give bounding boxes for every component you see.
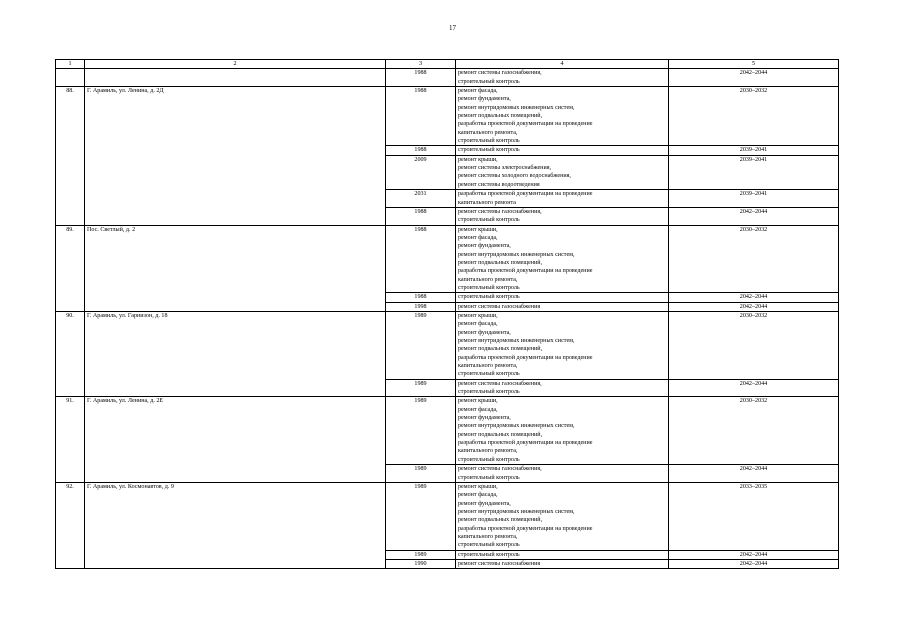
entry-number: 92.: [56, 482, 85, 568]
row-period: 2033–2035: [669, 482, 839, 550]
column-header-4: 4: [456, 60, 669, 69]
row-year: 1988: [386, 146, 456, 155]
work-item: ремонт системы электроснабжения,: [458, 165, 552, 172]
work-item: разработка проектной документации на проведение: [458, 440, 593, 447]
work-item: строительный контроль: [458, 389, 520, 396]
work-item: капитального ремонта: [458, 199, 516, 206]
row-period: 2042–2044: [669, 550, 839, 559]
work-item: ремонт фундамента,: [458, 243, 511, 250]
work-item: ремонт системы газоснабжения: [458, 560, 541, 567]
work-item: строительный контроль: [458, 147, 520, 154]
row-works: [456, 293, 669, 302]
work-item: ремонт подвальных помещений,: [458, 113, 543, 120]
row-year: 1989: [386, 550, 456, 559]
work-item: ремонт внутридомовых инженерных систем,: [458, 508, 575, 515]
work-item: строительный контроль: [458, 284, 520, 291]
work-item: ремонт подвальных помещений,: [458, 346, 543, 353]
work-item: строительный контроль: [458, 138, 520, 145]
table-row: [56, 87, 839, 146]
entry-number: 90.: [56, 311, 85, 396]
work-item: ремонт фасада,: [458, 234, 498, 241]
row-period: 2042–2044: [669, 302, 839, 311]
work-item: капитального ремонта,: [458, 129, 518, 136]
column-header-2: 2: [85, 60, 386, 69]
work-item: ремонт системы водоотведения: [458, 181, 540, 188]
work-item: ремонт системы газоснабжения,: [458, 208, 542, 215]
work-item: капитального ремонта,: [458, 533, 518, 540]
row-year: 1998: [386, 302, 456, 311]
entry-address: Пос. Светлый, д. 2: [85, 225, 386, 311]
row-period: 2042–2044: [669, 465, 839, 483]
work-item: ремонт фасада,: [458, 492, 498, 499]
row-year: 1989: [386, 465, 456, 483]
row-period: 2042–2044: [669, 293, 839, 302]
repair-schedule-table: [55, 59, 839, 569]
row-year: 1989: [386, 379, 456, 397]
work-item: ремонт фундамента,: [458, 96, 511, 103]
work-item: разработка проектной документации на проведение: [458, 121, 593, 128]
row-year: 2031: [386, 190, 456, 208]
work-item: ремонт внутридомовых инженерных систем,: [458, 251, 575, 258]
row-period: 2030–2032: [669, 225, 839, 293]
table-row: [56, 311, 839, 379]
row-period: 2030–2032: [669, 397, 839, 465]
work-item: ремонт системы газоснабжения,: [458, 380, 542, 387]
work-item: ремонт фасада,: [458, 406, 498, 413]
work-item: строительный контроль: [458, 294, 520, 301]
work-item: строительный контроль: [458, 474, 520, 481]
entry-address: [85, 69, 386, 87]
row-year: 1988: [386, 225, 456, 293]
work-item: капитального ремонта,: [458, 276, 518, 283]
table-row: [56, 69, 839, 87]
row-works: [456, 465, 669, 483]
work-item: строительный контроль: [458, 217, 520, 224]
entry-number: [56, 69, 85, 87]
work-item: строительный контроль: [458, 551, 520, 558]
row-works: [456, 550, 669, 559]
table-row: [56, 482, 839, 550]
column-header-5: 5: [669, 60, 839, 69]
table-body: [56, 60, 839, 569]
entry-number: 89.: [56, 225, 85, 311]
work-item: разработка проектной документации на проведение: [458, 354, 593, 361]
row-period: 2030–2032: [669, 311, 839, 379]
entry-number: 91.: [56, 397, 85, 482]
work-item: капитального ремонта,: [458, 448, 518, 455]
work-item: ремонт системы газоснабжения,: [458, 466, 542, 473]
row-works: [456, 302, 669, 311]
table-row: [56, 225, 839, 293]
row-period: 2039–2041: [669, 146, 839, 155]
work-item: ремонт фундамента,: [458, 329, 511, 336]
row-period: 2039–2041: [669, 155, 839, 189]
row-year: 1989: [386, 482, 456, 550]
row-works: [456, 225, 669, 293]
row-works: [456, 559, 669, 568]
row-year: 1989: [386, 397, 456, 465]
work-item: разработка проектной документации на проведение: [458, 525, 593, 532]
row-works: [456, 379, 669, 397]
work-item: ремонт системы холодного водоснабжения,: [458, 173, 571, 180]
row-period: 2042–2044: [669, 559, 839, 568]
column-header-1: 1: [56, 60, 85, 69]
work-item: ремонт внутридомовых инженерных систем,: [458, 423, 575, 430]
row-year: 1990: [386, 559, 456, 568]
row-year: 2009: [386, 155, 456, 189]
work-item: ремонт фундамента,: [458, 500, 511, 507]
work-item: ремонт крыши,: [458, 312, 498, 319]
row-period: 2030–2032: [669, 87, 839, 146]
work-item: ремонт фасада,: [458, 88, 498, 95]
entry-number: 88.: [56, 87, 85, 226]
work-item: ремонт крыши,: [458, 226, 498, 233]
entry-address: Г. Арамиль, ул. Гарнизон, д. 18: [85, 311, 386, 396]
work-item: ремонт подвальных помещений,: [458, 431, 543, 438]
work-item: строительный контроль: [458, 78, 520, 85]
row-year: 1988: [386, 207, 456, 225]
row-year: 1988: [386, 293, 456, 302]
row-year: 1989: [386, 311, 456, 379]
work-item: ремонт системы газоснабжения: [458, 303, 541, 310]
work-item: капитального ремонта,: [458, 363, 518, 370]
entry-address: Г. Арамиль, ул. Ленина, д. 2Д: [85, 87, 386, 226]
work-item: ремонт крыши,: [458, 156, 498, 163]
work-item: ремонт крыши,: [458, 483, 498, 490]
row-works: [456, 207, 669, 225]
row-year: 1988: [386, 69, 456, 87]
row-period: 2039–2041: [669, 190, 839, 208]
work-item: ремонт внутридомовых инженерных систем,: [458, 104, 575, 111]
work-item: ремонт подвальных помещений,: [458, 517, 543, 524]
entry-address: Г. Арамиль, ул. Ленина, д. 2Е: [85, 397, 386, 482]
work-item: ремонт системы газоснабжения,: [458, 70, 542, 77]
entry-address: Г. Арамиль, ул. Космонавтов, д. 9: [85, 482, 386, 568]
work-item: ремонт крыши,: [458, 398, 498, 405]
work-item: ремонт подвальных помещений,: [458, 259, 543, 266]
work-item: ремонт внутридомовых инженерных систем,: [458, 338, 575, 344]
page-number: 17: [449, 24, 456, 32]
row-works: [456, 155, 669, 189]
work-item: строительный контроль: [458, 456, 520, 463]
table-header-row: [56, 60, 839, 69]
work-item: строительный контроль: [458, 371, 520, 378]
row-works: [456, 87, 669, 146]
row-year: 1988: [386, 87, 456, 146]
row-works: [456, 311, 669, 379]
table-row: [56, 397, 839, 465]
work-item: разработка проектной документации на проведение: [458, 268, 593, 275]
row-period: 2042–2044: [669, 207, 839, 225]
row-period: 2042–2044: [669, 379, 839, 397]
row-works: [456, 397, 669, 465]
work-item: строительный контроль: [458, 542, 520, 549]
row-works: [456, 190, 669, 208]
row-works: [456, 69, 669, 87]
row-period: 2042–2044: [669, 69, 839, 87]
work-item: ремонт фасада,: [458, 321, 498, 328]
row-works: [456, 482, 669, 550]
work-item: разработка проектной документации на проведение: [458, 191, 593, 198]
work-item: ремонт фундамента,: [458, 415, 511, 422]
row-works: [456, 146, 669, 155]
column-header-3: 3: [386, 60, 456, 69]
